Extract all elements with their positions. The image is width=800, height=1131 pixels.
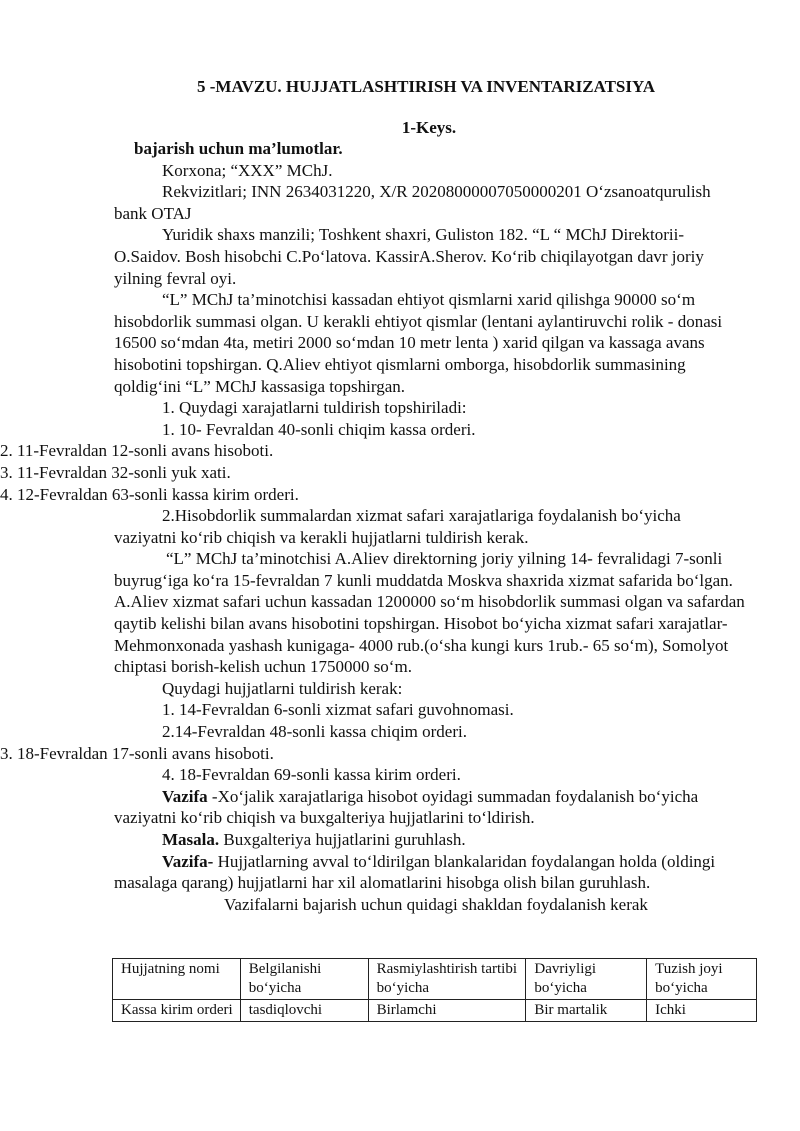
table-row bbox=[113, 1000, 757, 1022]
table-header-cell: Davriyligi bo‘yicha bbox=[526, 959, 647, 1000]
vazifa-paragraph bbox=[114, 786, 746, 829]
vazifa-text: -Xo‘jalik xarajatlariga hisobot oyidagi summadan foydalanish bo‘yicha vaziyatni ko‘rib chiqish va buxgalteriya hujjatlarini to‘ldirish. bbox=[114, 786, 699, 828]
vazifa2-paragraph bbox=[114, 851, 746, 894]
case-heading: 1-Keys. bbox=[401, 118, 457, 137]
table-cell: tasdiqlovchi bbox=[240, 1000, 368, 1022]
masala-text: Buxgalteriya hujjatlarini guruhlash. bbox=[219, 830, 466, 849]
paragraph: 4. 18-Fevraldan 69-sonli kassa kirim orderi. bbox=[162, 765, 461, 785]
paragraph: Korxona; “XXX” MChJ. bbox=[162, 160, 333, 180]
paragraph: 1. Quydagi xarajatlarni tuldirish topshiriladi: bbox=[162, 398, 467, 418]
masala-paragraph bbox=[114, 829, 746, 851]
paragraph: 2.Hisobdorlik summalardan xizmat safari xarajatlariga foydalanish bo‘yicha vaziyatni ko‘rib chiqish va kerakli hujjatlarni tuldirish kerak. bbox=[114, 506, 681, 547]
table-header-row bbox=[113, 959, 757, 1000]
paragraph: 2.14-Fevraldan 48-sonli kassa chiqim orderi. bbox=[162, 722, 467, 742]
paragraph: “L” MChJ ta’minotchisi kassadan ehtiyot qismlarni xarid qilishga 90000 so‘m hisobdorlik summasi olgan. U kerakli ehtiyot qismlar (lentani aylantiruvchi rolik - donasi 16500 so‘mdan 4ta, metiri 2000 so‘mdan 10 metr lenta ) xarid qilgan va kassaga avans hisobotini topshirgan. Q.Aliev ehtiyot qismlarni omborga, hisobdorlik summasining qoldig‘ini “L” MChJ kassasiga topshirgan. bbox=[114, 290, 723, 396]
paragraph: 2. 11-Fevraldan 12-sonli avans hisoboti. bbox=[0, 441, 274, 461]
table-caption: Vazifalarni bajarish uchun quidagi shakldan foydalanish kerak bbox=[224, 894, 648, 914]
paragraph: Quydagi hujjatlarni tuldirish kerak: bbox=[162, 678, 403, 698]
table-cell: Kassa kirim orderi bbox=[113, 1000, 241, 1022]
classification-table bbox=[112, 958, 757, 1022]
paragraph: Rekvizitlari; INN 2634031220, X/R 20208000007050000201 O‘zsanoatqurulish bank OTAJ bbox=[114, 182, 711, 223]
table-header-cell: Hujjatning nomi bbox=[113, 959, 241, 1000]
paragraph: 3. 11-Fevraldan 32-sonli yuk xati. bbox=[0, 462, 231, 482]
table-header-cell: Tuzish joyi bo‘yicha bbox=[647, 959, 757, 1000]
masala-label: Masala. bbox=[162, 830, 220, 849]
vazifa-label: Vazifa bbox=[162, 786, 208, 806]
table-cell: Bir martalik bbox=[526, 1000, 647, 1022]
paragraph: 3. 18-Fevraldan 17-sonli avans hisoboti. bbox=[0, 743, 274, 763]
table-header-cell: Belgilanishi bo‘yicha bbox=[240, 959, 368, 1000]
paragraph: 1. 10- Fevraldan 40-sonli chiqim kassa orderi. bbox=[162, 419, 476, 439]
paragraph: bajarish uchun ma’lumotlar. bbox=[134, 139, 343, 158]
paragraph: 1. 14-Fevraldan 6-sonli xizmat safari guvohnomasi. bbox=[162, 700, 514, 720]
paragraph: 4. 12-Fevraldan 63-sonli kassa kirim orderi. bbox=[0, 484, 299, 504]
paragraph: “L” MChJ ta’minotchisi A.Aliev direktorning joriy yilning 14- fevralidagi 7-sonli buyrug‘iga ko‘ra 15-fevraldan 7 kunli muddatda Moskva shaxrida xizmat safarida bo‘lgan. A.Aliev xizmat safari uchun kassadan 1200000 so‘m hisobdorlik summasi olgan va safardan qaytib kelishi bilan avans hisobotini topshirgan. Hisobot bo‘yicha xizmat safari xarajatlar- Mehmonxonada yashash kunigaga- 4000 rub.(o‘sha kungi kurs 1rub.- 65 so‘m), Somolyot chiptasi borish-kelish uchun 1750000 so‘m. bbox=[114, 549, 745, 677]
document-body bbox=[0, 138, 746, 915]
table-cell: Ichki bbox=[647, 1000, 757, 1022]
vazifa2-label: Vazifa- bbox=[162, 851, 214, 871]
document-title: 5 -MAVZU. HUJJATLASHTIRISH VA INVENTARIZATSIYA bbox=[196, 77, 655, 96]
vazifa2-text: Hujjatlarning avval to‘ldirilgan blankalaridan foydalangan holda (oldingi masalaga qarang) hujjatlarni har xil alomatlarini hisobga olish bilan guruhlash. bbox=[114, 851, 716, 893]
table-cell: Birlamchi bbox=[368, 1000, 526, 1022]
table-header-cell: Rasmiylashtirish tartibi bo‘yicha bbox=[368, 959, 526, 1000]
paragraph: Yuridik shaxs manzili; Toshkent shaxri, Guliston 182. “L “ MChJ Direktorii-O.Saidov. Bosh hisobchi C.Po‘latova. KassirA.Sherov. Ko‘rib chiqilayotgan davr joriy yilning fevral oyi. bbox=[114, 225, 704, 288]
